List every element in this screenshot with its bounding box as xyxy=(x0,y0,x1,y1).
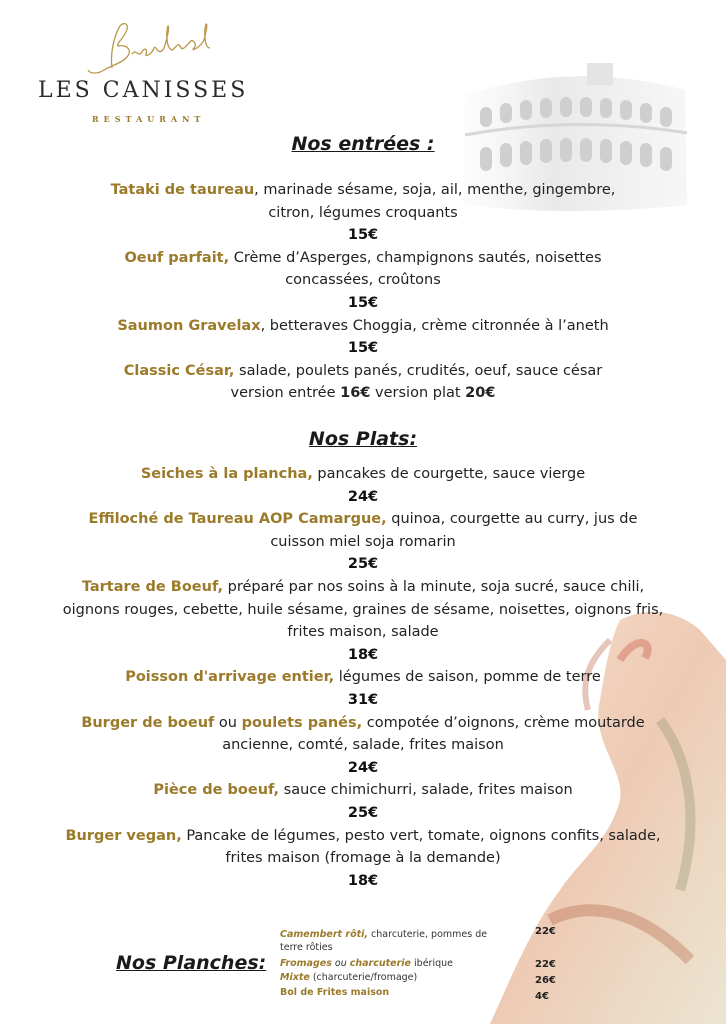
dish-name: Poisson d'arrivage entier, xyxy=(125,669,335,686)
planche-item xyxy=(280,971,417,984)
list-item xyxy=(0,825,726,848)
dish-price: 25€ xyxy=(347,804,379,821)
entrees-title: Nos entrées : xyxy=(291,133,435,155)
version-label: version plat xyxy=(370,385,466,402)
planche-name: Camembert rôti, xyxy=(280,929,369,940)
dish-name: Pièce de boeuf, xyxy=(153,782,280,799)
list-item xyxy=(0,712,726,735)
planches-title: Nos Planches: xyxy=(116,952,267,974)
planche-item xyxy=(280,986,389,999)
dish-name: Tataki de taureau xyxy=(110,182,255,198)
dish-desc: compotée d’oignons, crème moutarde xyxy=(362,714,645,731)
dish-desc-line: frites maison (fromage à la demande) xyxy=(225,850,501,867)
dish-name: Burger vegan, xyxy=(65,827,182,844)
planche-price: 26€ xyxy=(535,975,556,986)
dish-name-alt: poulets panés, xyxy=(241,714,363,731)
list-item xyxy=(0,508,726,531)
dish-price: 18€ xyxy=(347,872,379,889)
dish-desc: salade, poulets panés, crudités, oeuf, sauce césar xyxy=(234,362,603,379)
dish-desc-line: frites maison, salade xyxy=(287,624,439,641)
dish-desc: préparé par nos soins à la minute, soja sucré, sauce chili, xyxy=(223,578,645,595)
plats-title: Nos Plats: xyxy=(308,428,418,450)
dish-name: Seiches à la plancha, xyxy=(140,466,313,482)
dish-price: 15€ xyxy=(347,227,379,244)
dish-name: Saumon Gravelax xyxy=(117,317,261,334)
dish-price: 25€ xyxy=(347,556,379,573)
dish-desc-line: concassées, croûtons xyxy=(285,272,441,289)
planche-item xyxy=(280,928,515,941)
version-price: 20€ xyxy=(465,385,496,402)
planche-desc-line: terre rôties xyxy=(280,942,333,953)
plats-list xyxy=(0,463,726,892)
planche-name: Fromages xyxy=(280,958,332,969)
list-item xyxy=(0,315,726,338)
dish-name: Tartare de Boeuf, xyxy=(81,578,223,595)
dish-price: 24€ xyxy=(347,488,379,505)
dish-desc: sauce chimichurri, salade, frites maison xyxy=(279,782,573,799)
list-item xyxy=(0,666,726,689)
version-price: 16€ xyxy=(340,385,371,402)
planche-name: Bol de Frites maison xyxy=(280,987,390,998)
list-item xyxy=(0,247,726,270)
planche-desc: charcuterie, pommes de xyxy=(368,929,488,940)
dish-desc: , marinade sésame, soja, ail, menthe, gingembre, xyxy=(254,182,616,198)
dish-joiner: ou xyxy=(214,714,242,731)
dish-price: 15€ xyxy=(347,340,379,357)
dish-name: Effiloché de Taureau AOP Camargue, xyxy=(88,511,387,528)
dish-price: 15€ xyxy=(347,294,379,311)
dish-desc: Pancake de légumes, pesto vert, tomate, oignons confits, salade, xyxy=(181,827,661,844)
list-item xyxy=(0,779,726,802)
brand-script-text: Bistrot xyxy=(80,18,84,19)
dish-desc-line: cuisson miel soja romarin xyxy=(270,533,456,550)
planche-item xyxy=(280,957,453,970)
dish-price: 24€ xyxy=(347,759,379,776)
dish-desc-line: citron, légumes croquants xyxy=(268,204,458,221)
list-item xyxy=(0,360,726,383)
brand-subtitle: RESTAURANT xyxy=(92,114,206,124)
list-item xyxy=(0,179,726,202)
dish-price: 31€ xyxy=(347,691,379,708)
dish-price: 18€ xyxy=(347,646,379,663)
list-item xyxy=(0,576,726,599)
planche-joiner: ou xyxy=(331,958,350,969)
dish-desc: Crème d’Asperges, champignons sautés, noisettes xyxy=(229,249,602,266)
dish-name: Oeuf parfait, xyxy=(124,249,230,266)
planche-desc: (charcuterie/fromage) xyxy=(309,972,418,983)
version-label: version entrée xyxy=(230,385,341,402)
dish-desc: légumes de saison, pomme de terre xyxy=(334,669,601,686)
planche-desc: ibérique xyxy=(411,958,453,969)
entrees-list xyxy=(0,179,726,405)
dish-desc: , betteraves Choggia, crème citronnée à l’aneth xyxy=(260,317,609,334)
planche-price: 22€ xyxy=(535,959,556,970)
list-item xyxy=(0,463,726,486)
dish-desc: quinoa, courgette au curry, jus de xyxy=(386,511,638,528)
dish-name: Classic César, xyxy=(123,362,235,379)
planche-name: Mixte xyxy=(280,972,310,983)
planche-name-alt: charcuterie xyxy=(349,958,412,969)
dish-name: Burger de boeuf xyxy=(81,714,215,731)
brand-name: LES CANISSES xyxy=(38,78,249,103)
dish-versions xyxy=(0,382,726,405)
dish-desc-line: oignons rouges, cebette, huile sésame, graines de sésame, noisettes, oignons fris, xyxy=(62,601,664,618)
planche-price: 22€ xyxy=(535,926,556,937)
bistrot-script-logo xyxy=(80,18,220,78)
dish-desc-line: ancienne, comté, salade, frites maison xyxy=(222,737,504,754)
planche-price: 4€ xyxy=(535,991,549,1002)
dish-desc: pancakes de courgette, sauce vierge xyxy=(312,466,586,482)
